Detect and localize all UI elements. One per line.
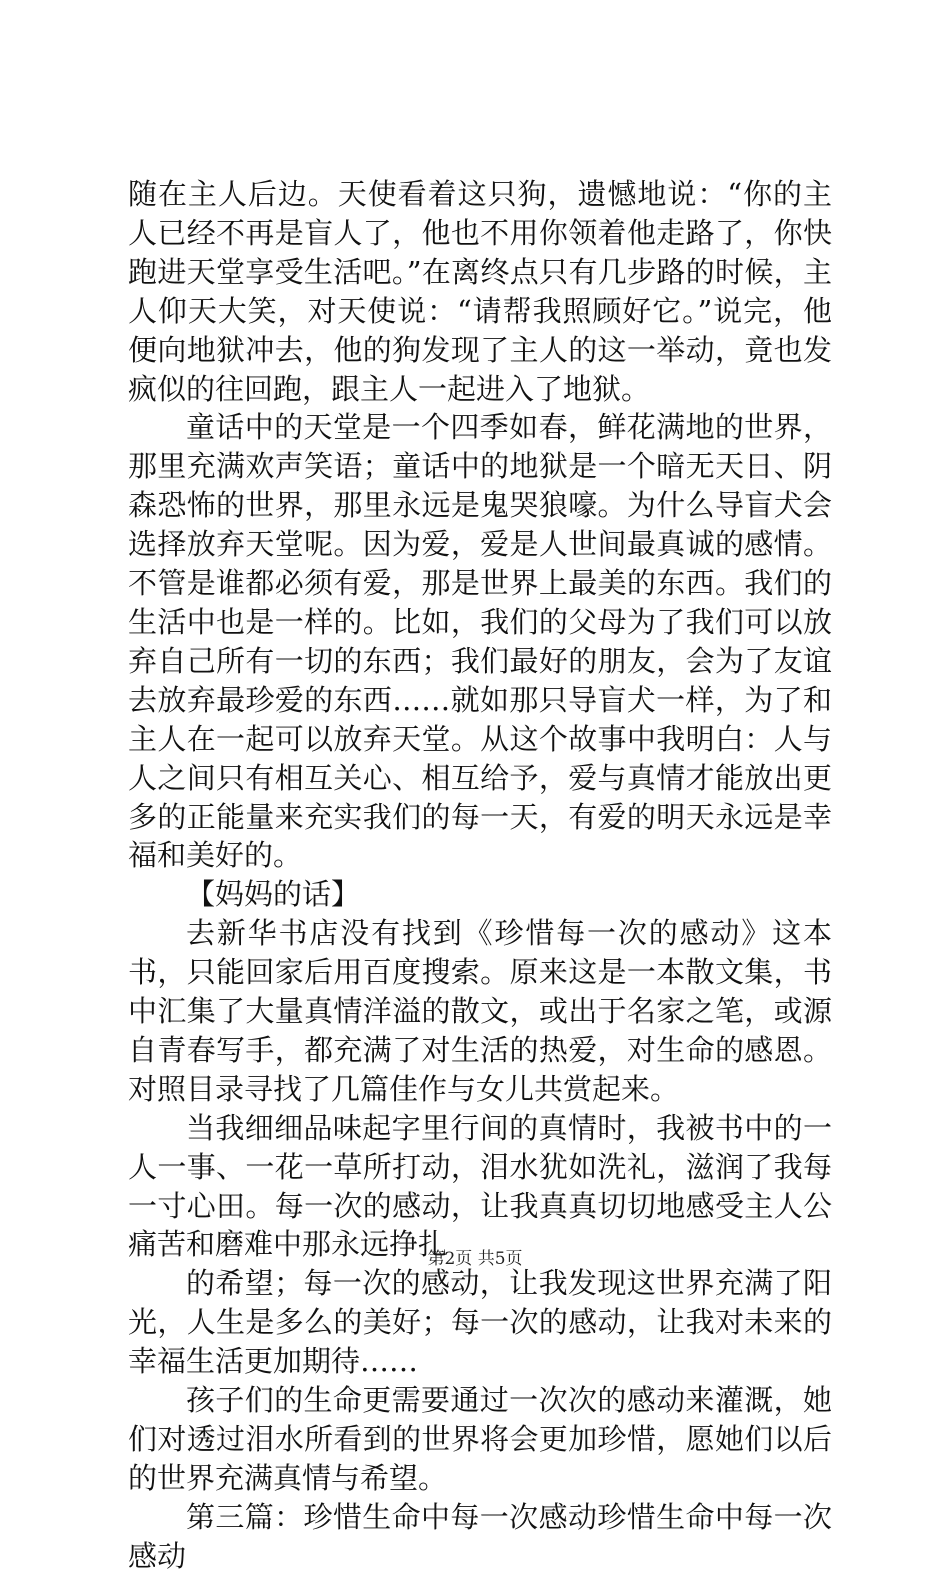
paragraph-2: 童话中的天堂是一个四季如春，鲜花满地的世界，那里充满欢声笑语；童话中的地狱是一个暗无天日、阴森恐怖的世界，那里永远是鬼哭狼嚎。为什么导盲犬会选择放弃天堂呢。因为爱，爱是人世间最真诚的感情。不管是谁都必须有爱，那是世界上最美的东西。我们的生活中也是一样的。比如，我们的父母为了我们可以放弃自己所有一切的东西；我们最好的朋友，会为了友谊去放弃最珍爱的东西……就如那只导盲犬一样，为了和主人在一起可以放弃天堂。从这个故事中我明白：人与人之间只有相互关心、相互给予，爱与真情才能放出更多的正能量来充实我们的每一天，有爱的明天永远是幸福和美好的。: [128, 410, 832, 873]
paragraph-5: 的希望；每一次的感动，让我发现这世界充满了阳光，人生是多么的美好；每一次的感动，让我对未来的幸福生活更加期待……: [128, 1266, 832, 1379]
paragraph-1: 随在主人后边。天使看着这只狗，遗憾地说：“你的主人已经不再是盲人了，他也不用你领着他走路了，你快跑进天堂享受生活吧。”在离终点只有几步路的时候，主人仰天大笑，对天使说：“请帮我照顾好它。”说完，他便向地狱冲去，他的狗发现了主人的这一举动，竟也发疯似的往回跑，跟主人一起进入了地狱。: [128, 177, 832, 406]
paragraph-4: 当我细细品味起字里行间的真情时，我被书中的一人一事、一花一草所打动，泪水犹如洗礼，滋润了我每一寸心田。每一次的感动，让我真真切切地感受主人公痛苦和磨难中那永远挣扎: [128, 1110, 832, 1262]
section-heading-mother: 【妈妈的话】: [186, 877, 361, 912]
paragraph-6: 孩子们的生命更需要通过一次次的感动来灌溉，她们对透过泪水所看到的世界将会更加珍惜，愿她们以后的世界充满真情与希望。: [128, 1383, 832, 1495]
page-footer: 第2页 共5页: [427, 1249, 523, 1269]
document-body: [128, 175, 832, 1576]
chapter-title-third: 第三篇：珍惜生命中每一次感动珍惜生命中每一次感动: [128, 1499, 832, 1573]
paragraph-3: 去新华书店没有找到《珍惜每一次的感动》这本书，只能回家后用百度搜索。原来这是一本散文集，书中汇集了大量真情洋溢的散文，或出于名家之笔，或源自青春写手，都充满了对生活的热爱，对生命的感恩。对照目录寻找了几篇佳作与女儿共赏起来。: [128, 916, 832, 1106]
